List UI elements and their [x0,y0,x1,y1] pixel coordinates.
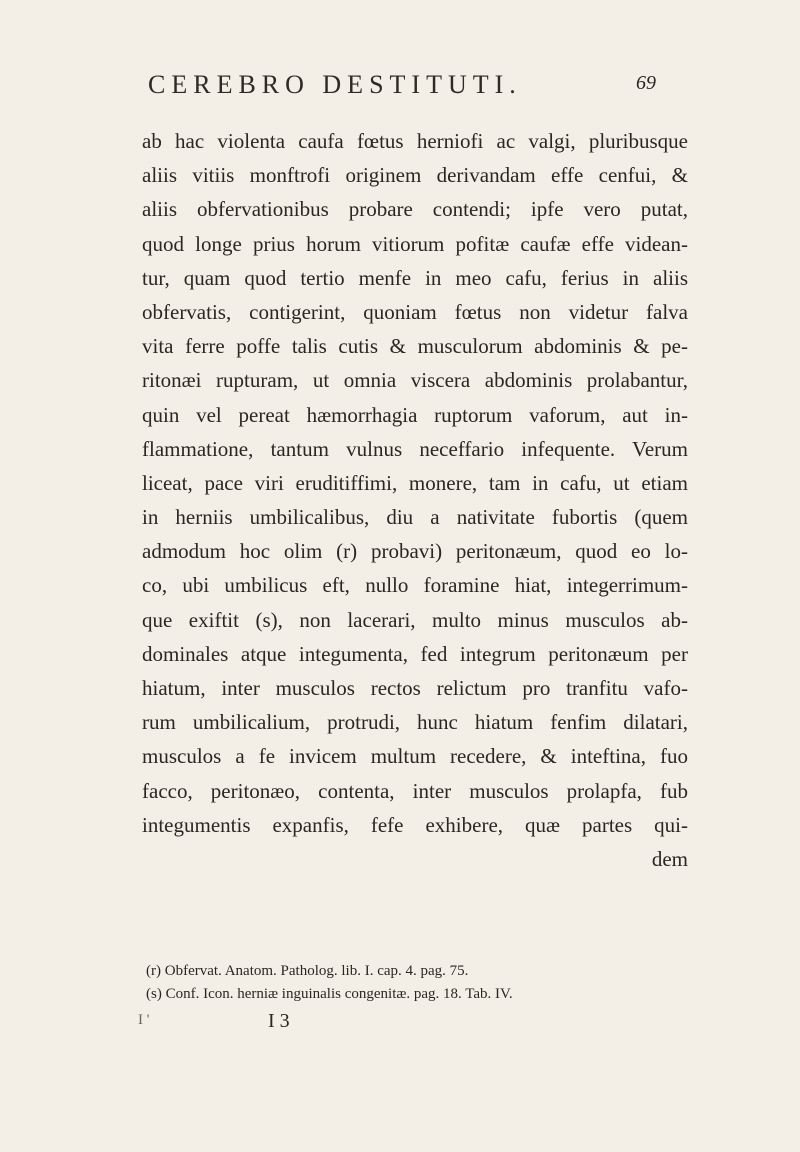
text-line: admodum hoc olim (r) probavi) peritonæum, quod eo lo- [142,539,688,564]
footnotes [146,960,706,1006]
text-line: hiatum, inter musculos rectos relictum pro tranfitu vafo- [142,676,688,700]
text-line: ab hac violenta caufa fœtus herniofi ac valgi, pluribusque [142,129,688,153]
text-line: rum umbilicalium, protrudi, hunc hiatum fenfim dilatari, [142,710,688,735]
text-line: integumentis expanfis, fefe exhibere, quæ partes qui- [142,812,688,837]
text-line: musculos a fe invicem multum recedere, & inteftina, fuo [142,744,688,769]
text-line: quod longe prius horum vitiorum pofitæ caufæ effe videan- [142,231,688,256]
text-line: obfervatis, contigerint, quoniam fœtus non videtur falva [142,299,688,324]
text-line: quin vel pereat hæmorrhagia ruptorum vaforum, aut in- [142,402,688,427]
footnote: (r) Obfervat. Anatom. Patholog. lib. I. cap. 4. pag. 75. [146,963,469,979]
footnote: (s) Conf. Icon. herniæ inguinalis congenitæ. pag. 18. Tab. IV. [146,986,513,1002]
text-line: aliis vitiis monftrofi originem derivandam effe cenfui, & [142,163,688,188]
text-line: vita ferre poffe talis cutis & musculorum abdominis & pe- [142,334,688,359]
page-number: 69 [636,72,656,94]
margin-mark: I ' [138,1012,150,1028]
signature-mark: I 3 [268,1010,290,1032]
text-line: aliis obfervationibus probare contendi; ipfe vero putat, [142,197,688,222]
text-line: in herniis umbilicalibus, diu a nativitate fubortis (quem [142,505,688,530]
text-line: tur, quam quod tertio menfe in meo cafu, ferius in aliis [142,265,688,290]
catchword: dem [651,846,688,871]
text-line: liceat, pace viri eruditiffimi, monere, tam in cafu, ut etiam [142,470,688,495]
text-line: dominales atque integumenta, fed integrum peritonæum per [142,641,688,666]
running-title: CEREBRO DESTITUTI. [148,70,522,99]
text-line: que exiftit (s), non lacerari, multo minus musculos ab- [142,607,688,632]
text-line: facco, peritonæo, contenta, inter musculos prolapfa, fub [142,778,688,803]
text-line: ritonæi rupturam, ut omnia viscera abdominis prolabantur, [142,368,688,393]
text-line: flammatione, tantum vulnus neceffario infequente. Verum [142,436,688,461]
signature-row [138,1012,438,1038]
text-line: co, ubi umbilicus eft, nullo foramine hiat, integerrimum- [142,573,688,598]
body-text [142,124,688,876]
